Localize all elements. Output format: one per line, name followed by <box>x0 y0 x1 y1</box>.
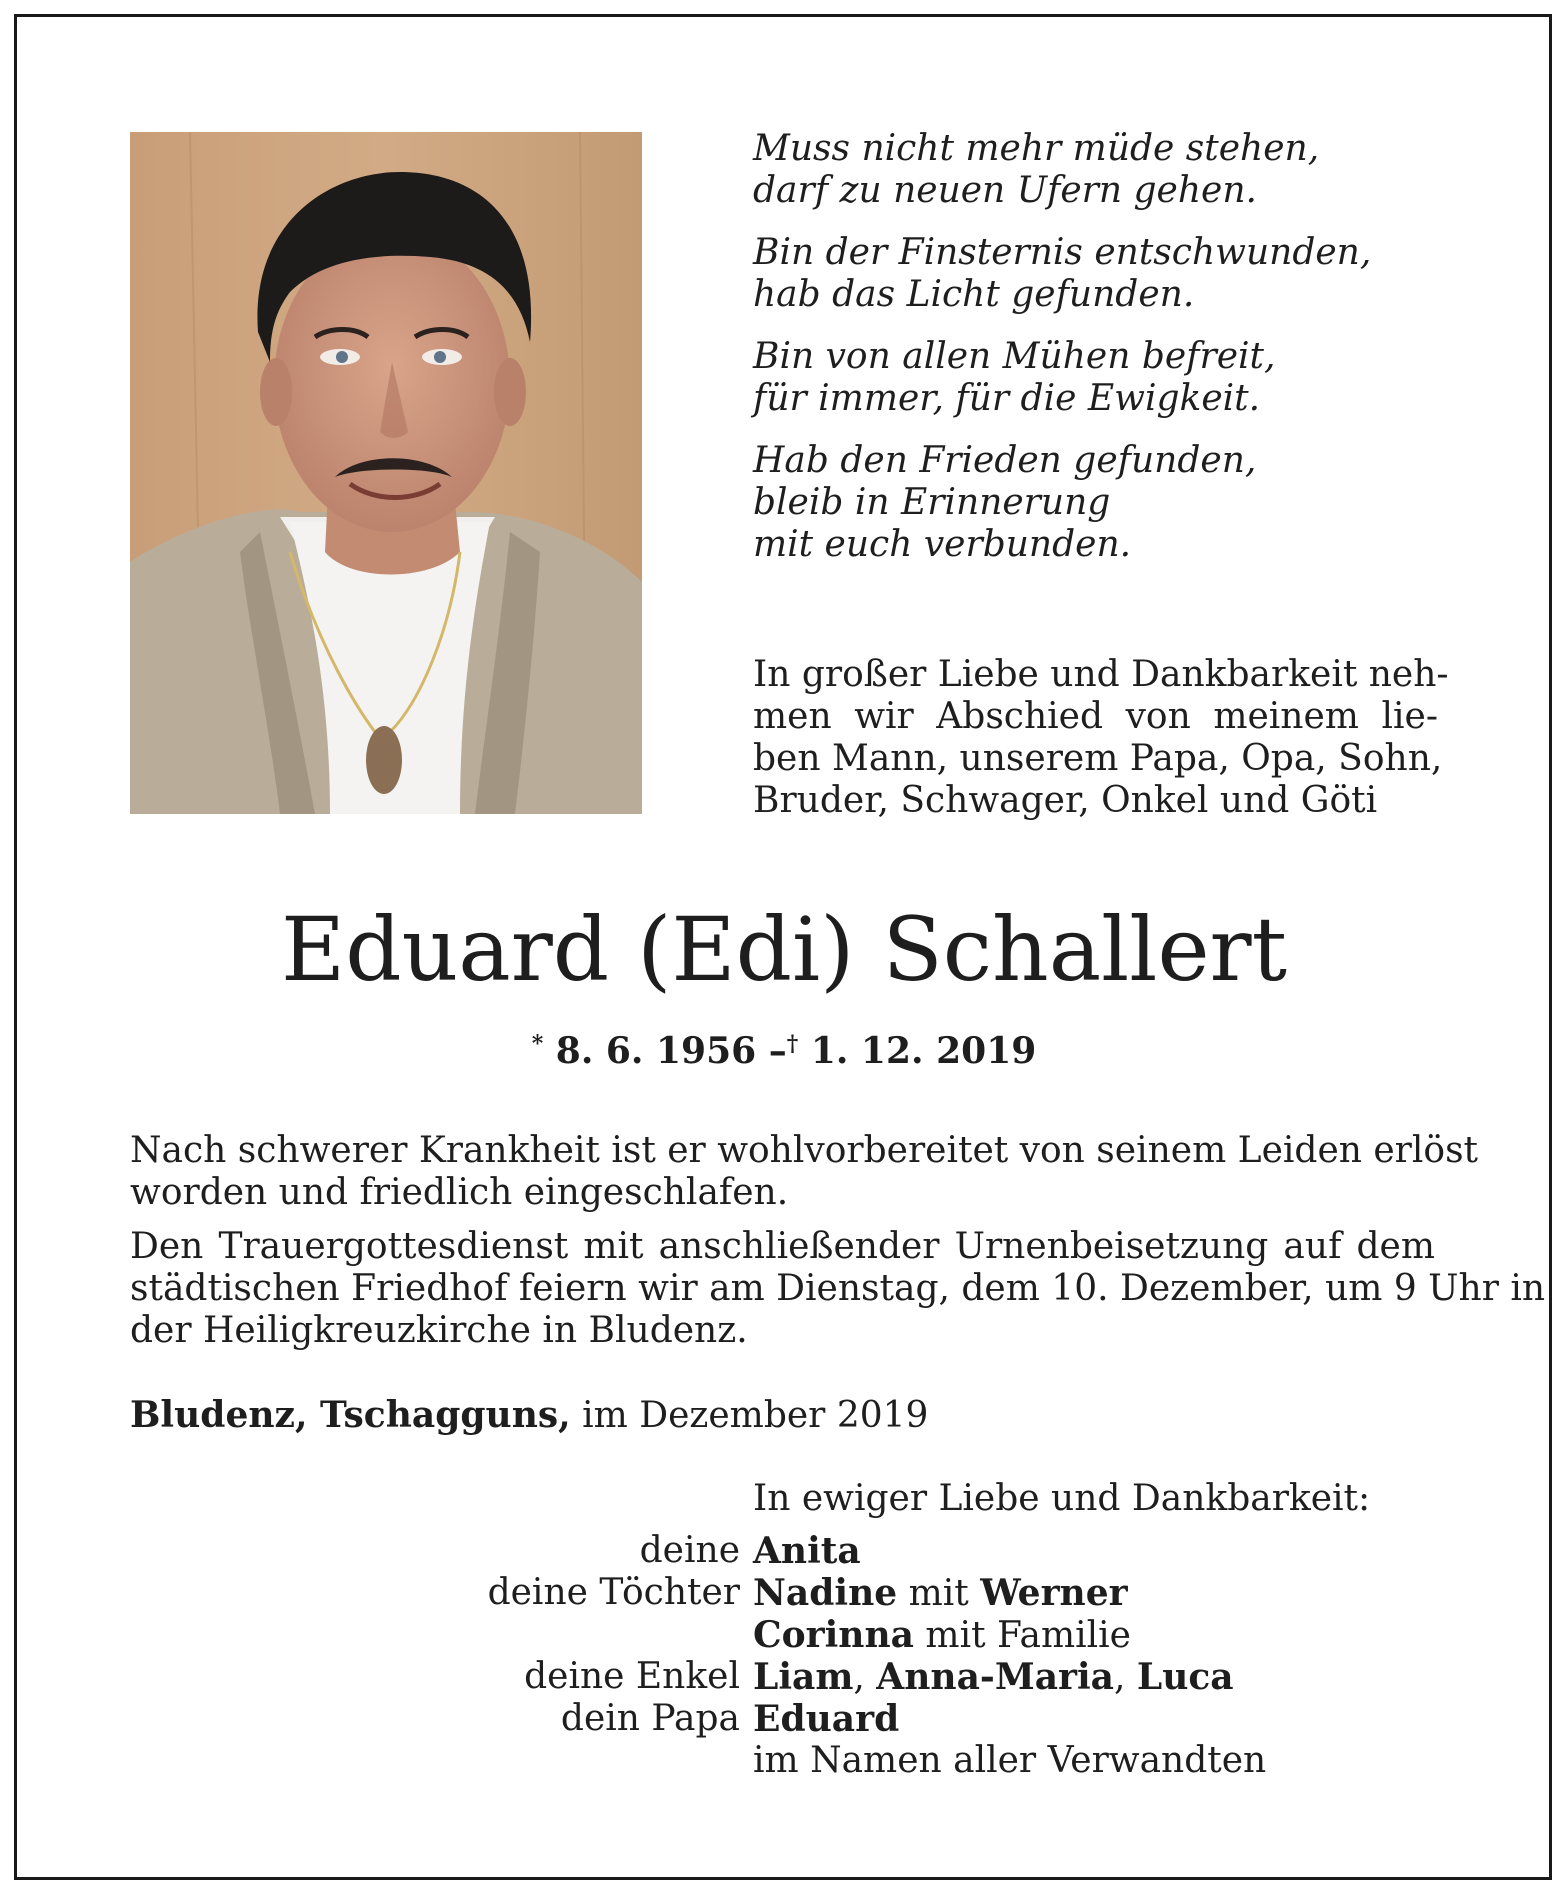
birth-date: 8. 6. 1956 <box>555 1030 757 1072</box>
body-line: städtischen Friedhof feiern wir am Dienstag, dem 10. Dezember, um 9 Uhr in <box>130 1268 1546 1309</box>
body-line: Nach schwerer Krankheit ist er wohlvorbereitet von seinem Leiden erlöst <box>130 1130 1479 1171</box>
family-row <box>400 1740 1500 1782</box>
poem-stanza <box>753 440 1453 566</box>
family-row <box>400 1656 1500 1698</box>
death-date: 1. 12. 2019 <box>810 1030 1037 1072</box>
member-name: Anita <box>753 1530 861 1572</box>
death-symbol: † <box>786 1031 799 1057</box>
poem-line: bleib in Erinnerung <box>753 482 1111 523</box>
poem-line: Hab den Frieden gefunden, <box>753 440 1257 481</box>
poem-line: Bin der Finsternis entschwunden, <box>753 232 1372 273</box>
poem-stanza <box>753 232 1453 316</box>
thanks-line: In ewiger Liebe und Dankbarkeit: <box>753 1478 1371 1519</box>
poem-stanza <box>753 336 1453 420</box>
poem <box>753 128 1453 586</box>
life-dates <box>0 1022 1568 1073</box>
member-name: Eduard <box>753 1698 900 1740</box>
member-name: Corinna <box>753 1614 914 1656</box>
month-year: im Dezember 2019 <box>570 1395 929 1436</box>
connector-text: , <box>1114 1657 1137 1698</box>
member-name: Anna-Maria <box>876 1656 1114 1698</box>
poem-line: Bin von allen Mühen befreit, <box>753 336 1276 377</box>
connector-text: mit Familie <box>913 1615 1131 1656</box>
connector-text: mit <box>897 1573 981 1614</box>
connector-text: , <box>853 1657 877 1698</box>
intro-line: Bruder, Schwager, Onkel und Göti <box>753 780 1378 821</box>
place-names: Bludenz, Tschagguns, <box>130 1394 571 1436</box>
date-dash: – <box>768 1030 787 1072</box>
intro-line: men wir Abschied von meinem lie- <box>753 696 1438 737</box>
relation-label <box>400 1740 753 1782</box>
portrait-photo <box>130 132 642 814</box>
poem-line: hab das Licht gefunden. <box>753 274 1195 315</box>
family-row <box>400 1572 1500 1614</box>
poem-line: Muss nicht mehr müde stehen, <box>753 128 1320 169</box>
member-name: Luca <box>1136 1656 1234 1698</box>
deceased-name: Eduard (Edi) Schallert <box>281 898 1287 1001</box>
closing-text: im Namen aller Verwandten <box>753 1740 1267 1781</box>
body-line: der Heiligkreuzkirche in Bludenz. <box>130 1310 748 1351</box>
body-line: worden und friedlich eingeschlafen. <box>130 1172 789 1213</box>
relation-label: dein Papa <box>560 1698 740 1739</box>
intro-line: ben Mann, unserem Papa, Opa, Sohn, <box>753 738 1443 779</box>
member-name: Werner <box>980 1572 1128 1614</box>
paragraph-illness <box>130 1130 1479 1214</box>
relation-label: deine <box>639 1530 740 1571</box>
poem-stanza <box>753 128 1453 212</box>
relation-label <box>400 1614 753 1656</box>
family-row <box>400 1530 1500 1572</box>
relation-label: deine Töchter <box>487 1572 740 1613</box>
family-list <box>400 1530 1500 1782</box>
relation-label: deine Enkel <box>524 1656 740 1697</box>
paragraph-service <box>130 1226 1546 1352</box>
family-row <box>400 1614 1500 1656</box>
place-and-date <box>130 1394 1330 1437</box>
farewell-intro <box>753 654 1449 822</box>
family-row <box>400 1698 1500 1740</box>
poem-line: darf zu neuen Ufern gehen. <box>753 170 1257 211</box>
poem-line: mit euch verbunden. <box>753 524 1132 565</box>
member-name: Nadine <box>753 1572 898 1614</box>
intro-line: In großer Liebe und Dankbarkeit neh- <box>753 654 1449 695</box>
body-line: Den Trauergottesdienst mit anschließender Urnenbeisetzung auf dem <box>130 1226 1435 1267</box>
poem-line: für immer, für die Ewigkeit. <box>753 378 1261 419</box>
member-name: Liam <box>753 1656 854 1698</box>
birth-symbol: * <box>531 1031 544 1057</box>
portrait-illustration <box>130 132 642 814</box>
announcement-body <box>130 1130 1546 1364</box>
